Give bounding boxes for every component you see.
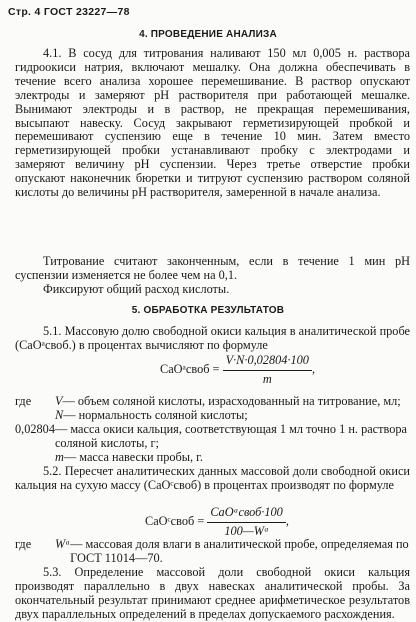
formula-1-lhs: CaOᵃсвоб = xyxy=(160,361,220,376)
definition-row: 0,02804 — масса окиси кальция, соответствующая 1 мл точно 1 н. раствора соляной кислоты, г; xyxy=(15,421,407,450)
formula-2-fraction xyxy=(207,505,285,539)
definition-row: N — нормальность соляной кислоты; xyxy=(55,407,248,422)
formula-2: CaOᶜсвоб = $\frac{\text{CaOᵃсвоб·100}}{\text{100—Wᵃ}}$ , xyxy=(145,505,289,538)
paragraph-4-1: 4.1. В сосуд для титрования наливают 150 мл 0,005 н. раствора гидроокиси натрия, включают мешалку. Она должна обеспечивать в течение всего анализа хорошее перемешивание. В раствор опускают электроды и замеряют pH растворителя при работающей мешалке. Вынимают электроды и в раствор, не прекращая перемешивания, высыпают навеску. Сосуд закрывают герметизирующей пробкой и перемешивают суспензию еще в течение 10 мин. Затем вместо герметизирующей пробки устанавливают пробку с электродами и замеряют величину pH суспензии. Через третье отверстие пробки опускают наконечник бюретки и титруют суспензию раствором соляной кислоты до величины pH растворителя, замеренной в начале анализа. xyxy=(15,46,410,200)
paragraph-titration-end: Титрование считают законченным, если в течение 1 мин pH суспензии изменяется не более чем на 0,1. xyxy=(15,254,410,282)
formula-1: CaOᵃсвоб = $\frac{V\cdot N\cdot 0,02804\cdot 100}{m}$ , xyxy=(160,353,316,386)
section-5-title: 5. ОБРАБОТКА РЕЗУЛЬТАТОВ xyxy=(131,305,285,316)
formula-2-lhs: CaOᶜсвоб = xyxy=(145,513,205,528)
definition-row: где Wᵃ — массовая доля влаги в аналитической пробе, определяемая по ГОСТ 11014—70. xyxy=(15,537,409,565)
paragraph-acid-fix: Фиксируют общий расход кислоты. xyxy=(43,282,230,296)
formula-2-denominator: 100—Wᵃ xyxy=(224,524,269,538)
formula-1-fraction xyxy=(223,353,312,387)
paragraph-5-2: 5.2. Пересчет аналитических данных массовой доли свободной окиси кальция на сухую массу (CaOᶜсвоб) в процентах производят по формуле xyxy=(15,464,410,492)
formula-1-denominator: m xyxy=(262,372,272,386)
paragraph-5-3: 5.3. Определение массовой доли свободной окиси кальция производят параллельно в двух навесках аналитической пробы. За окончательный результат принимают среднее арифметическое результатов двух параллельных определений в пределах допускаемого расхождения. xyxy=(15,565,410,621)
formula-2-definitions xyxy=(15,538,413,566)
formula-1-definitions xyxy=(15,395,413,465)
formula-2-numerator: CaOᵃсвоб·100 xyxy=(207,505,285,523)
definition-row: m — масса навески пробы, г. xyxy=(55,449,203,464)
paragraph-5-1: 5.1. Массовую долю свободной окиси кальция в аналитической пробе (CaOᵃсвоб.) в процентах вычисляют по формуле xyxy=(15,324,410,352)
formula-1-numerator: V·N·0,02804·100 xyxy=(223,353,312,371)
section-4-title: 4. ПРОВЕДЕНИЕ АНАЛИЗА xyxy=(139,29,277,40)
definition-row: где V — объем соляной кислоты, израсходованный на титрование, мл; xyxy=(15,394,401,408)
page-header: Стр. 4 ГОСТ 23227—78 xyxy=(8,6,130,18)
